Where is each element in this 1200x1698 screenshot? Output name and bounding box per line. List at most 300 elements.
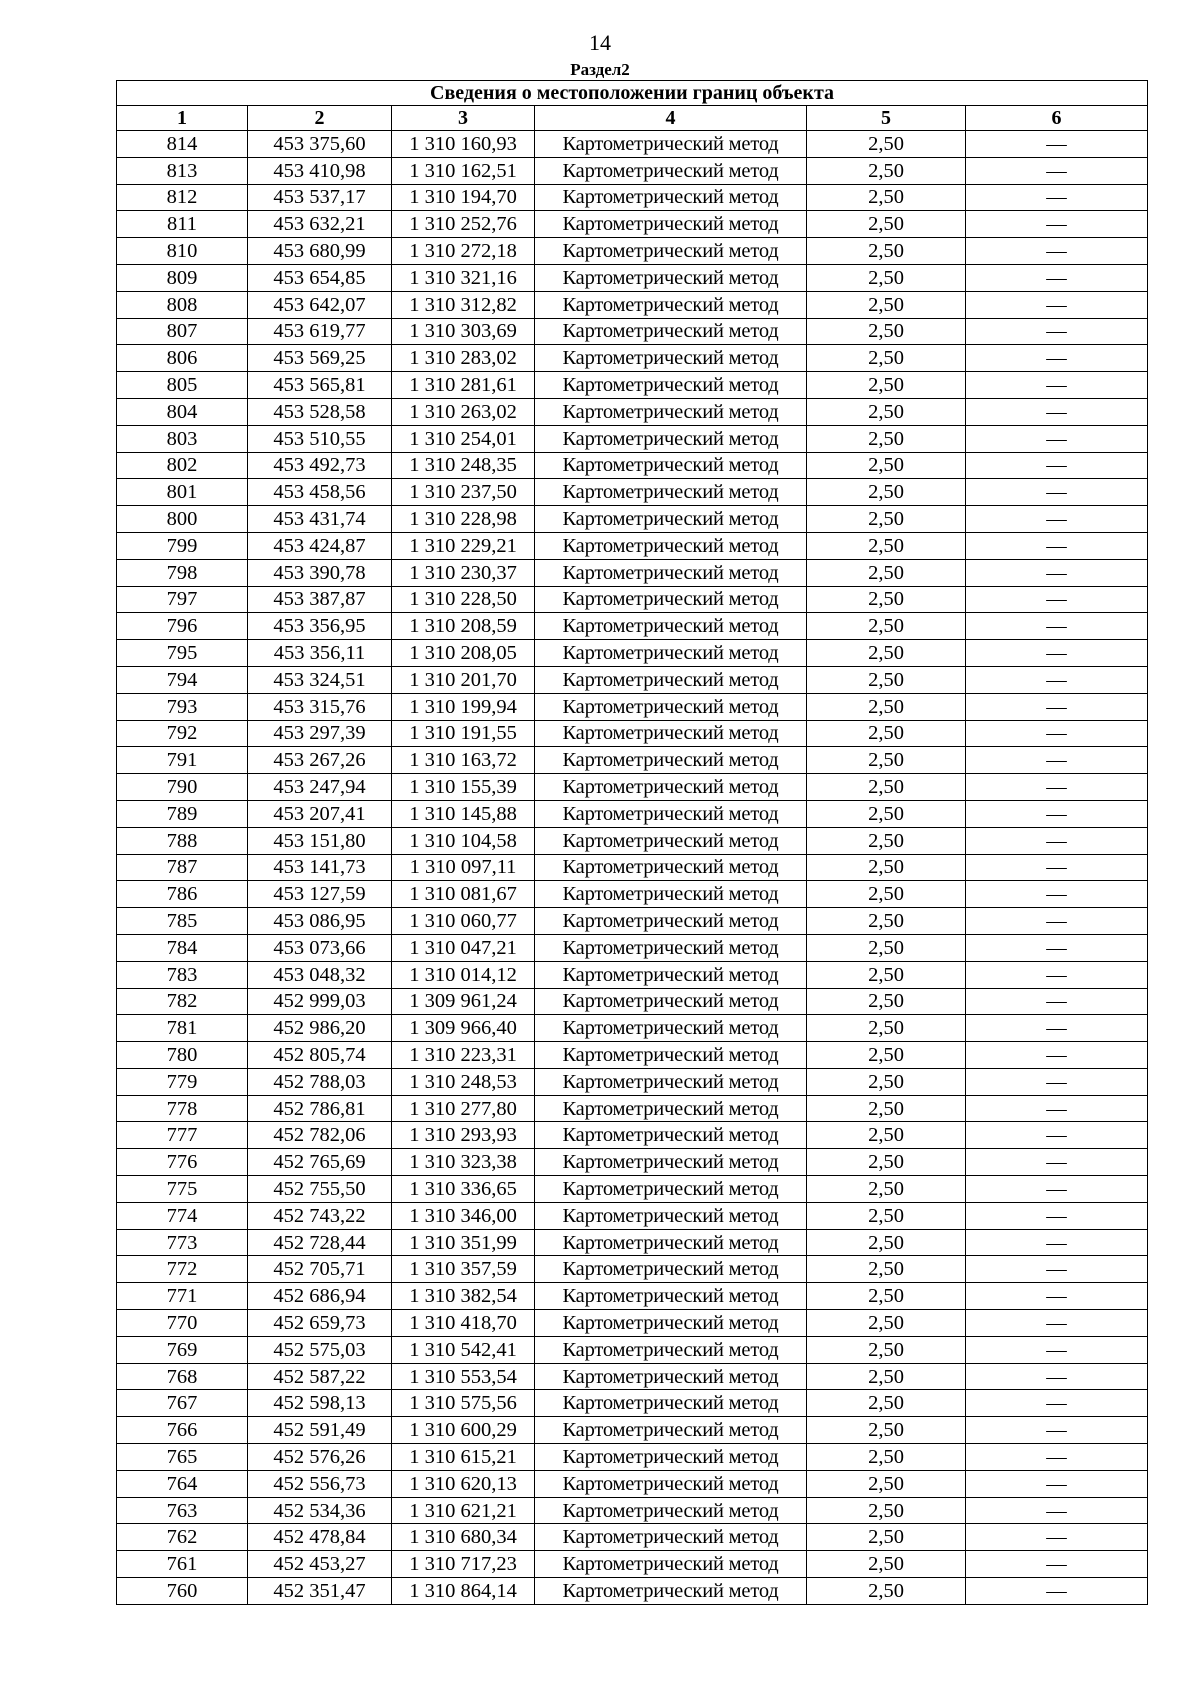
description-cell: — [966, 184, 1148, 211]
accuracy-cell: 2,50 [807, 131, 966, 158]
method-cell: Картометрический метод [535, 1336, 807, 1363]
point-number-cell: 776 [117, 1149, 248, 1176]
x-coordinate-cell: 452 351,47 [248, 1578, 392, 1605]
y-coordinate-cell: 1 310 312,82 [392, 291, 535, 318]
method-cell: Картометрический метод [535, 1578, 807, 1605]
accuracy-cell: 2,50 [807, 1497, 966, 1524]
table-row [117, 452, 1148, 479]
point-number-cell: 801 [117, 479, 248, 506]
method-cell: Картометрический метод [535, 1470, 807, 1497]
method-cell: Картометрический метод [535, 211, 807, 238]
table-row [117, 1390, 1148, 1417]
point-number-cell: 770 [117, 1310, 248, 1337]
table-row [117, 1551, 1148, 1578]
table-row [117, 961, 1148, 988]
y-coordinate-cell: 1 310 303,69 [392, 318, 535, 345]
x-coordinate-cell: 453 315,76 [248, 693, 392, 720]
method-cell: Картометрический метод [535, 1283, 807, 1310]
description-cell: — [966, 1256, 1148, 1283]
description-cell: — [966, 1470, 1148, 1497]
table-row [117, 479, 1148, 506]
point-number-cell: 812 [117, 184, 248, 211]
method-cell: Картометрический метод [535, 372, 807, 399]
accuracy-cell: 2,50 [807, 1470, 966, 1497]
table-row [117, 1095, 1148, 1122]
accuracy-cell: 2,50 [807, 854, 966, 881]
x-coordinate-cell: 452 788,03 [248, 1068, 392, 1095]
accuracy-cell: 2,50 [807, 1310, 966, 1337]
point-number-cell: 795 [117, 640, 248, 667]
x-coordinate-cell: 453 569,25 [248, 345, 392, 372]
x-coordinate-cell: 452 782,06 [248, 1122, 392, 1149]
description-cell: — [966, 747, 1148, 774]
boundary-coordinates-table [116, 80, 1148, 1605]
accuracy-cell: 2,50 [807, 640, 966, 667]
y-coordinate-cell: 1 310 081,67 [392, 881, 535, 908]
accuracy-cell: 2,50 [807, 1417, 966, 1444]
point-number-cell: 773 [117, 1229, 248, 1256]
point-number-cell: 762 [117, 1524, 248, 1551]
point-number-cell: 799 [117, 532, 248, 559]
point-number-cell: 768 [117, 1363, 248, 1390]
point-number-cell: 782 [117, 988, 248, 1015]
method-cell: Картометрический метод [535, 479, 807, 506]
column-number: 6 [966, 106, 1148, 131]
table-row [117, 1524, 1148, 1551]
description-cell: — [966, 1149, 1148, 1176]
point-number-cell: 809 [117, 264, 248, 291]
x-coordinate-cell: 452 575,03 [248, 1336, 392, 1363]
table-row [117, 747, 1148, 774]
table-row [117, 908, 1148, 935]
description-cell: — [966, 131, 1148, 158]
accuracy-cell: 2,50 [807, 1363, 966, 1390]
table-row [117, 1229, 1148, 1256]
point-number-cell: 765 [117, 1444, 248, 1471]
y-coordinate-cell: 1 310 223,31 [392, 1042, 535, 1069]
table-row [117, 1015, 1148, 1042]
method-cell: Картометрический метод [535, 291, 807, 318]
method-cell: Картометрический метод [535, 613, 807, 640]
method-cell: Картометрический метод [535, 1229, 807, 1256]
table-row [117, 1470, 1148, 1497]
accuracy-cell: 2,50 [807, 1336, 966, 1363]
y-coordinate-cell: 1 310 717,23 [392, 1551, 535, 1578]
accuracy-cell: 2,50 [807, 238, 966, 265]
method-cell: Картометрический метод [535, 774, 807, 801]
table-row [117, 1122, 1148, 1149]
x-coordinate-cell: 452 786,81 [248, 1095, 392, 1122]
point-number-cell: 772 [117, 1256, 248, 1283]
table-row [117, 613, 1148, 640]
accuracy-cell: 2,50 [807, 1202, 966, 1229]
column-number: 2 [248, 106, 392, 131]
y-coordinate-cell: 1 310 208,59 [392, 613, 535, 640]
description-cell: — [966, 479, 1148, 506]
method-cell: Картометрический метод [535, 425, 807, 452]
y-coordinate-cell: 1 310 248,35 [392, 452, 535, 479]
x-coordinate-cell: 453 680,99 [248, 238, 392, 265]
y-coordinate-cell: 1 310 104,58 [392, 827, 535, 854]
accuracy-cell: 2,50 [807, 1524, 966, 1551]
x-coordinate-cell: 453 510,55 [248, 425, 392, 452]
table-row [117, 506, 1148, 533]
y-coordinate-cell: 1 310 252,76 [392, 211, 535, 238]
accuracy-cell: 2,50 [807, 264, 966, 291]
method-cell: Картометрический метод [535, 908, 807, 935]
point-number-cell: 788 [117, 827, 248, 854]
method-cell: Картометрический метод [535, 693, 807, 720]
y-coordinate-cell: 1 310 201,70 [392, 666, 535, 693]
point-number-cell: 808 [117, 291, 248, 318]
accuracy-cell: 2,50 [807, 666, 966, 693]
accuracy-cell: 2,50 [807, 1149, 966, 1176]
x-coordinate-cell: 453 073,66 [248, 934, 392, 961]
description-cell: — [966, 1497, 1148, 1524]
x-coordinate-cell: 452 587,22 [248, 1363, 392, 1390]
accuracy-cell: 2,50 [807, 1390, 966, 1417]
description-cell: — [966, 1015, 1148, 1042]
table-row [117, 425, 1148, 452]
x-coordinate-cell: 453 207,41 [248, 800, 392, 827]
point-number-cell: 785 [117, 908, 248, 935]
accuracy-cell: 2,50 [807, 532, 966, 559]
x-coordinate-cell: 453 492,73 [248, 452, 392, 479]
method-cell: Картометрический метод [535, 1444, 807, 1471]
point-number-cell: 780 [117, 1042, 248, 1069]
description-cell: — [966, 586, 1148, 613]
description-cell: — [966, 881, 1148, 908]
table-row [117, 1578, 1148, 1605]
point-number-cell: 791 [117, 747, 248, 774]
table-row [117, 1256, 1148, 1283]
method-cell: Картометрический метод [535, 238, 807, 265]
accuracy-cell: 2,50 [807, 559, 966, 586]
point-number-cell: 803 [117, 425, 248, 452]
x-coordinate-cell: 452 765,69 [248, 1149, 392, 1176]
description-cell: — [966, 1068, 1148, 1095]
description-cell: — [966, 1551, 1148, 1578]
table-row [117, 774, 1148, 801]
y-coordinate-cell: 1 310 228,98 [392, 506, 535, 533]
point-number-cell: 760 [117, 1578, 248, 1605]
table-row [117, 157, 1148, 184]
accuracy-cell: 2,50 [807, 318, 966, 345]
description-cell: — [966, 1310, 1148, 1337]
y-coordinate-cell: 1 310 323,38 [392, 1149, 535, 1176]
x-coordinate-cell: 453 654,85 [248, 264, 392, 291]
method-cell: Картометрический метод [535, 881, 807, 908]
table-row [117, 934, 1148, 961]
accuracy-cell: 2,50 [807, 720, 966, 747]
description-cell: — [966, 613, 1148, 640]
point-number-cell: 763 [117, 1497, 248, 1524]
x-coordinate-cell: 453 375,60 [248, 131, 392, 158]
description-cell: — [966, 720, 1148, 747]
table-row [117, 586, 1148, 613]
description-cell: — [966, 961, 1148, 988]
y-coordinate-cell: 1 310 162,51 [392, 157, 535, 184]
table-row [117, 291, 1148, 318]
method-cell: Картометрический метод [535, 318, 807, 345]
description-cell: — [966, 532, 1148, 559]
y-coordinate-cell: 1 310 293,93 [392, 1122, 535, 1149]
description-cell: — [966, 774, 1148, 801]
description-cell: — [966, 1176, 1148, 1203]
method-cell: Картометрический метод [535, 184, 807, 211]
point-number-cell: 777 [117, 1122, 248, 1149]
x-coordinate-cell: 452 478,84 [248, 1524, 392, 1551]
method-cell: Картометрический метод [535, 1363, 807, 1390]
table-row [117, 1149, 1148, 1176]
method-cell: Картометрический метод [535, 559, 807, 586]
description-cell: — [966, 559, 1148, 586]
description-cell: — [966, 1578, 1148, 1605]
y-coordinate-cell: 1 310 047,21 [392, 934, 535, 961]
method-cell: Картометрический метод [535, 1042, 807, 1069]
table-row [117, 1363, 1148, 1390]
x-coordinate-cell: 452 453,27 [248, 1551, 392, 1578]
y-coordinate-cell: 1 310 237,50 [392, 479, 535, 506]
x-coordinate-cell: 452 986,20 [248, 1015, 392, 1042]
column-number: 1 [117, 106, 248, 131]
point-number-cell: 784 [117, 934, 248, 961]
description-cell: — [966, 506, 1148, 533]
description-cell: — [966, 1095, 1148, 1122]
description-cell: — [966, 1202, 1148, 1229]
point-number-cell: 806 [117, 345, 248, 372]
accuracy-cell: 2,50 [807, 747, 966, 774]
accuracy-cell: 2,50 [807, 345, 966, 372]
description-cell: — [966, 1336, 1148, 1363]
accuracy-cell: 2,50 [807, 372, 966, 399]
description-cell: — [966, 988, 1148, 1015]
y-coordinate-cell: 1 310 145,88 [392, 800, 535, 827]
x-coordinate-cell: 453 390,78 [248, 559, 392, 586]
x-coordinate-cell: 452 598,13 [248, 1390, 392, 1417]
point-number-cell: 778 [117, 1095, 248, 1122]
point-number-cell: 811 [117, 211, 248, 238]
table-row [117, 827, 1148, 854]
x-coordinate-cell: 453 424,87 [248, 532, 392, 559]
column-number-row [117, 106, 1148, 131]
y-coordinate-cell: 1 310 357,59 [392, 1256, 535, 1283]
description-cell: — [966, 1524, 1148, 1551]
y-coordinate-cell: 1 310 680,34 [392, 1524, 535, 1551]
accuracy-cell: 2,50 [807, 479, 966, 506]
accuracy-cell: 2,50 [807, 1122, 966, 1149]
method-cell: Картометрический метод [535, 800, 807, 827]
x-coordinate-cell: 453 127,59 [248, 881, 392, 908]
table-row [117, 211, 1148, 238]
x-coordinate-cell: 452 576,26 [248, 1444, 392, 1471]
point-number-cell: 802 [117, 452, 248, 479]
x-coordinate-cell: 453 632,21 [248, 211, 392, 238]
point-number-cell: 814 [117, 131, 248, 158]
table-row [117, 1068, 1148, 1095]
y-coordinate-cell: 1 310 615,21 [392, 1444, 535, 1471]
y-coordinate-cell: 1 310 230,37 [392, 559, 535, 586]
method-cell: Картометрический метод [535, 1390, 807, 1417]
accuracy-cell: 2,50 [807, 211, 966, 238]
description-cell: — [966, 908, 1148, 935]
x-coordinate-cell: 453 565,81 [248, 372, 392, 399]
method-cell: Картометрический метод [535, 532, 807, 559]
method-cell: Картометрический метод [535, 640, 807, 667]
description-cell: — [966, 452, 1148, 479]
x-coordinate-cell: 452 728,44 [248, 1229, 392, 1256]
table-row [117, 1336, 1148, 1363]
x-coordinate-cell: 453 619,77 [248, 318, 392, 345]
y-coordinate-cell: 1 310 336,65 [392, 1176, 535, 1203]
description-cell: — [966, 1417, 1148, 1444]
table-row [117, 1444, 1148, 1471]
x-coordinate-cell: 453 267,26 [248, 747, 392, 774]
x-coordinate-cell: 452 705,71 [248, 1256, 392, 1283]
accuracy-cell: 2,50 [807, 586, 966, 613]
x-coordinate-cell: 452 534,36 [248, 1497, 392, 1524]
point-number-cell: 764 [117, 1470, 248, 1497]
method-cell: Картометрический метод [535, 131, 807, 158]
accuracy-cell: 2,50 [807, 1551, 966, 1578]
accuracy-cell: 2,50 [807, 613, 966, 640]
y-coordinate-cell: 1 310 014,12 [392, 961, 535, 988]
description-cell: — [966, 693, 1148, 720]
point-number-cell: 813 [117, 157, 248, 184]
accuracy-cell: 2,50 [807, 425, 966, 452]
y-coordinate-cell: 1 309 961,24 [392, 988, 535, 1015]
method-cell: Картометрический метод [535, 961, 807, 988]
method-cell: Картометрический метод [535, 398, 807, 425]
accuracy-cell: 2,50 [807, 506, 966, 533]
y-coordinate-cell: 1 310 229,21 [392, 532, 535, 559]
accuracy-cell: 2,50 [807, 1015, 966, 1042]
point-number-cell: 804 [117, 398, 248, 425]
point-number-cell: 810 [117, 238, 248, 265]
point-number-cell: 781 [117, 1015, 248, 1042]
point-number-cell: 790 [117, 774, 248, 801]
accuracy-cell: 2,50 [807, 1095, 966, 1122]
description-cell: — [966, 1042, 1148, 1069]
method-cell: Картометрический метод [535, 720, 807, 747]
y-coordinate-cell: 1 310 248,53 [392, 1068, 535, 1095]
method-cell: Картометрический метод [535, 1310, 807, 1337]
accuracy-cell: 2,50 [807, 1283, 966, 1310]
point-number-cell: 775 [117, 1176, 248, 1203]
method-cell: Картометрический метод [535, 666, 807, 693]
table-row [117, 881, 1148, 908]
point-number-cell: 771 [117, 1283, 248, 1310]
y-coordinate-cell: 1 310 155,39 [392, 774, 535, 801]
x-coordinate-cell: 452 999,03 [248, 988, 392, 1015]
accuracy-cell: 2,50 [807, 1176, 966, 1203]
table-row [117, 372, 1148, 399]
method-cell: Картометрический метод [535, 157, 807, 184]
table-row [117, 532, 1148, 559]
point-number-cell: 800 [117, 506, 248, 533]
method-cell: Картометрический метод [535, 988, 807, 1015]
table-row [117, 345, 1148, 372]
accuracy-cell: 2,50 [807, 800, 966, 827]
point-number-cell: 783 [117, 961, 248, 988]
y-coordinate-cell: 1 309 966,40 [392, 1015, 535, 1042]
method-cell: Картометрический метод [535, 934, 807, 961]
table-row [117, 800, 1148, 827]
method-cell: Картометрический метод [535, 345, 807, 372]
description-cell: — [966, 238, 1148, 265]
method-cell: Картометрический метод [535, 1176, 807, 1203]
y-coordinate-cell: 1 310 281,61 [392, 372, 535, 399]
accuracy-cell: 2,50 [807, 908, 966, 935]
accuracy-cell: 2,50 [807, 291, 966, 318]
method-cell: Картометрический метод [535, 1149, 807, 1176]
y-coordinate-cell: 1 310 321,16 [392, 264, 535, 291]
accuracy-cell: 2,50 [807, 1578, 966, 1605]
y-coordinate-cell: 1 310 600,29 [392, 1417, 535, 1444]
table-row [117, 1042, 1148, 1069]
y-coordinate-cell: 1 310 060,77 [392, 908, 535, 935]
y-coordinate-cell: 1 310 254,01 [392, 425, 535, 452]
accuracy-cell: 2,50 [807, 881, 966, 908]
x-coordinate-cell: 452 556,73 [248, 1470, 392, 1497]
table-row [117, 264, 1148, 291]
y-coordinate-cell: 1 310 620,13 [392, 1470, 535, 1497]
table-body [117, 131, 1148, 1605]
point-number-cell: 798 [117, 559, 248, 586]
x-coordinate-cell: 453 086,95 [248, 908, 392, 935]
x-coordinate-cell: 453 151,80 [248, 827, 392, 854]
point-number-cell: 774 [117, 1202, 248, 1229]
y-coordinate-cell: 1 310 160,93 [392, 131, 535, 158]
table-row [117, 1283, 1148, 1310]
column-number: 4 [535, 106, 807, 131]
point-number-cell: 766 [117, 1417, 248, 1444]
method-cell: Картометрический метод [535, 506, 807, 533]
description-cell: — [966, 934, 1148, 961]
description-cell: — [966, 827, 1148, 854]
accuracy-cell: 2,50 [807, 774, 966, 801]
x-coordinate-cell: 453 387,87 [248, 586, 392, 613]
table-row [117, 238, 1148, 265]
method-cell: Картометрический метод [535, 1417, 807, 1444]
x-coordinate-cell: 452 686,94 [248, 1283, 392, 1310]
x-coordinate-cell: 453 431,74 [248, 506, 392, 533]
table-row [117, 1176, 1148, 1203]
table-row [117, 666, 1148, 693]
point-number-cell: 761 [117, 1551, 248, 1578]
method-cell: Картометрический метод [535, 747, 807, 774]
y-coordinate-cell: 1 310 194,70 [392, 184, 535, 211]
column-number: 3 [392, 106, 535, 131]
point-number-cell: 779 [117, 1068, 248, 1095]
x-coordinate-cell: 453 528,58 [248, 398, 392, 425]
description-cell: — [966, 1283, 1148, 1310]
x-coordinate-cell: 453 642,07 [248, 291, 392, 318]
point-number-cell: 787 [117, 854, 248, 881]
description-cell: — [966, 398, 1148, 425]
x-coordinate-cell: 452 805,74 [248, 1042, 392, 1069]
accuracy-cell: 2,50 [807, 988, 966, 1015]
y-coordinate-cell: 1 310 199,94 [392, 693, 535, 720]
x-coordinate-cell: 453 297,39 [248, 720, 392, 747]
description-cell: — [966, 264, 1148, 291]
accuracy-cell: 2,50 [807, 452, 966, 479]
point-number-cell: 789 [117, 800, 248, 827]
method-cell: Картометрический метод [535, 264, 807, 291]
x-coordinate-cell: 453 247,94 [248, 774, 392, 801]
y-coordinate-cell: 1 310 351,99 [392, 1229, 535, 1256]
y-coordinate-cell: 1 310 382,54 [392, 1283, 535, 1310]
